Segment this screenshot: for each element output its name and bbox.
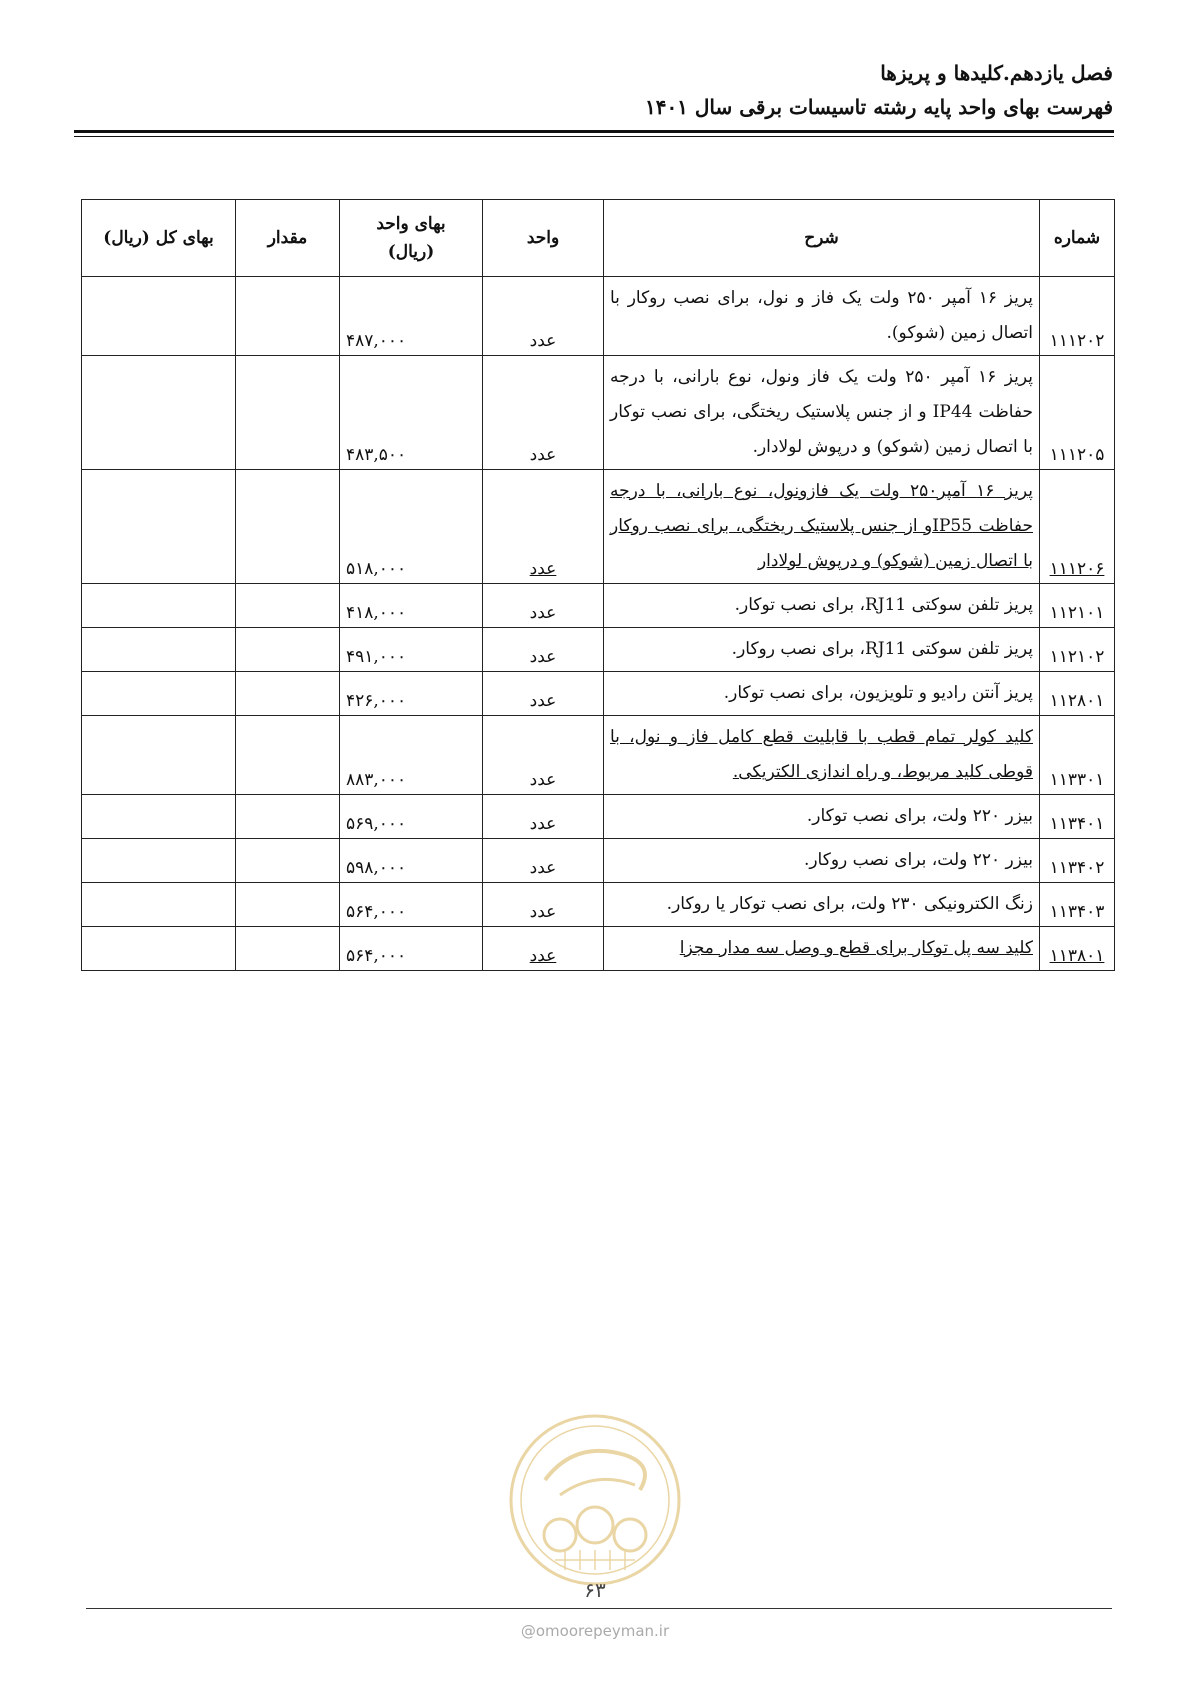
row-description: کلید سه پل توکار برای قطع و وصل سه مدار مجزا (604, 927, 1040, 971)
row-unit-price: ۴۸۳,۵۰۰ (340, 356, 483, 470)
row-total (82, 277, 236, 356)
col-header-unit-price-line1: بهای واحد (376, 214, 446, 234)
row-quantity (236, 356, 340, 470)
row-total (82, 672, 236, 716)
row-unit-price: ۵۶۴,۰۰۰ (340, 927, 483, 971)
row-total (82, 356, 236, 470)
row-unit: عدد (483, 584, 604, 628)
row-quantity (236, 470, 340, 584)
row-unit: عدد (483, 839, 604, 883)
row-code: ۱۱۲۸۰۱ (1040, 672, 1115, 716)
row-total (82, 470, 236, 584)
row-unit: عدد (483, 716, 604, 795)
price-table (81, 199, 1115, 971)
table-header-row (82, 200, 1115, 277)
row-code: ۱۱۳۸۰۱ (1040, 927, 1115, 971)
row-unit: عدد (483, 356, 604, 470)
row-code: ۱۱۳۴۰۲ (1040, 839, 1115, 883)
row-quantity (236, 672, 340, 716)
row-code: ۱۱۲۱۰۲ (1040, 628, 1115, 672)
table-row (82, 795, 1115, 839)
row-quantity (236, 584, 340, 628)
row-unit-price: ۴۹۱,۰۰۰ (340, 628, 483, 672)
table-row (82, 628, 1115, 672)
row-description: پریز ۱۶ آمپر ۲۵۰ ولت یک فاز و نول، برای نصب روکار با اتصال زمین (شوکو). (604, 277, 1040, 356)
row-unit: عدد (483, 277, 604, 356)
row-unit: عدد (483, 795, 604, 839)
price-list-title: فهرست بهای واحد پایه رشته تاسیسات برقی سال ۱۴۰۱ (644, 95, 1113, 119)
col-header-unit: واحد (483, 200, 604, 277)
row-description: پریز تلفن سوکتی RJ11، برای نصب توکار. (604, 584, 1040, 628)
row-description: پریز ۱۶ آمپر ۲۵۰ ولت یک فاز ونول، نوع بارانی، با درجه حفاظت IP44 و از جنس پلاستیک ریختگی، برای نصب توکار با اتصال زمین (شوکو) و درپوش لولادار. (604, 356, 1040, 470)
table-row (82, 883, 1115, 927)
row-unit: عدد (483, 672, 604, 716)
row-code: ۱۱۲۱۰۱ (1040, 584, 1115, 628)
table-row (82, 927, 1115, 971)
row-code: ۱۱۳۳۰۱ (1040, 716, 1115, 795)
col-header-quantity: مقدار (236, 200, 340, 277)
row-total (82, 927, 236, 971)
row-unit-price: ۵۹۸,۰۰۰ (340, 839, 483, 883)
site-watermark: @omoorepeyman.ir (520, 1622, 670, 1640)
row-description: پریز تلفن سوکتی RJ11، برای نصب روکار. (604, 628, 1040, 672)
col-header-total: بهای کل (ریال) (82, 200, 236, 277)
row-unit-price: ۸۸۳,۰۰۰ (340, 716, 483, 795)
row-quantity (236, 839, 340, 883)
row-unit: عدد (483, 628, 604, 672)
col-header-unit-price-line2: (ریال) (387, 242, 435, 262)
row-unit-price: ۴۲۶,۰۰۰ (340, 672, 483, 716)
header-rule-thick (74, 130, 1114, 133)
page-header (73, 56, 1113, 124)
page-number: ۶۳ (584, 1578, 606, 1602)
row-total (82, 628, 236, 672)
row-quantity (236, 795, 340, 839)
row-unit-price: ۵۶۹,۰۰۰ (340, 795, 483, 839)
row-total (82, 795, 236, 839)
table-row (82, 716, 1115, 795)
row-unit-price: ۵۱۸,۰۰۰ (340, 470, 483, 584)
col-header-code: شماره (1040, 200, 1115, 277)
row-code: ۱۱۱۲۰۵ (1040, 356, 1115, 470)
row-quantity (236, 927, 340, 971)
row-total (82, 716, 236, 795)
table-row (82, 277, 1115, 356)
row-description: پریز ۱۶ آمپر۲۵۰ ولت یک فازونول، نوع بارانی، با درجه حفاظت IP55و از جنس پلاستیک ریختگی، برای نصب روکار با اتصال زمین (شوکو) و درپوش لولادار (604, 470, 1040, 584)
row-total (82, 883, 236, 927)
table-row (82, 356, 1115, 470)
col-header-description: شرح (604, 200, 1040, 277)
col-header-unit-price (340, 200, 483, 277)
row-unit-price: ۵۶۴,۰۰۰ (340, 883, 483, 927)
row-description: بیزر ۲۲۰ ولت، برای نصب توکار. (604, 795, 1040, 839)
table-row (82, 672, 1115, 716)
table-row (82, 584, 1115, 628)
row-code: ۱۱۱۲۰۲ (1040, 277, 1115, 356)
chapter-title: فصل یازدهم.کلیدها و پریزها (880, 61, 1113, 85)
row-description: زنگ الکترونیکی ۲۳۰ ولت، برای نصب توکار یا روکار. (604, 883, 1040, 927)
header-rule-thin (74, 136, 1114, 137)
row-total (82, 839, 236, 883)
row-quantity (236, 716, 340, 795)
row-code: ۱۱۱۲۰۶ (1040, 470, 1115, 584)
row-code: ۱۱۳۴۰۳ (1040, 883, 1115, 927)
row-description: بیزر ۲۲۰ ولت، برای نصب روکار. (604, 839, 1040, 883)
row-unit: عدد (483, 470, 604, 584)
row-unit: عدد (483, 927, 604, 971)
row-description: کلید کولر تمام قطب با قابلیت قطع کامل فاز و نول، با قوطی کلید مربوط، و راه اندازی الکتریکی. (604, 716, 1040, 795)
row-total (82, 584, 236, 628)
row-code: ۱۱۳۴۰۱ (1040, 795, 1115, 839)
row-unit-price: ۴۸۷,۰۰۰ (340, 277, 483, 356)
row-unit-price: ۴۱۸,۰۰۰ (340, 584, 483, 628)
omoorepeyman-seal-logo-icon (505, 1410, 685, 1590)
row-unit: عدد (483, 883, 604, 927)
row-description: پریز آنتن رادیو و تلویزیون، برای نصب توکار. (604, 672, 1040, 716)
row-quantity (236, 628, 340, 672)
table-row (82, 839, 1115, 883)
footer-rule (86, 1608, 1112, 1609)
row-quantity (236, 277, 340, 356)
row-quantity (236, 883, 340, 927)
table-row (82, 470, 1115, 584)
